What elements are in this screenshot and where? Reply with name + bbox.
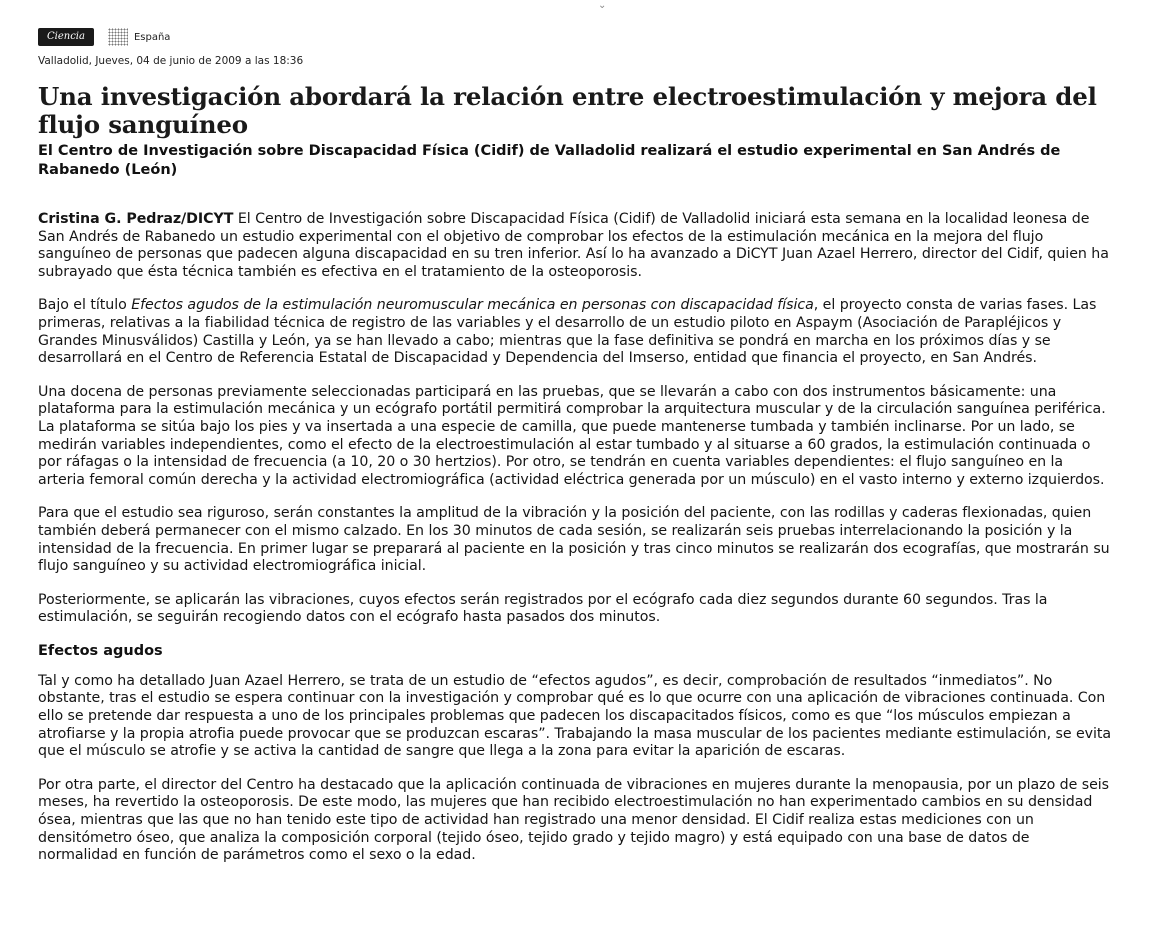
paragraph-2	[38, 297, 1113, 367]
article-title: Una investigación abordará la relación entre electroestimulación y mejora del flujo sanguíneo	[38, 82, 1097, 139]
section-badge[interactable]: Ciencia	[38, 28, 94, 46]
paragraph-1-text: El Centro de Investigación sobre Discapacidad Física (Cidif) de Valladolid iniciará esta semana en la localidad leonesa de San Andrés de Rabanedo un estudio experimental con el objetivo de comprobar los efectos de la estimulación mecánica en la mejora del flujo sanguíneo de personas que padecen alguna discapacidad en su tren inferior. Así lo ha avanzado a DiCYT Juan Azael Herrero, director del Cidif, quien ha subrayado que ésta técnica también es efectiva en el tratamiento de la osteoporosis.	[38, 211, 1109, 280]
paragraph-5: Posteriormente, se aplicarán las vibraciones, cuyos efectos serán registrados por el ecógrafo cada diez segundos durante 60 segundos. Tras la estimulación, se seguirán recogiendo datos con el ecógrafo hasta pasados dos minutos.	[38, 591, 1048, 626]
country-label[interactable]: España	[133, 31, 171, 43]
paragraph-7: Por otra parte, el director del Centro ha destacado que la aplicación continuada de vibraciones en mujeres durante la menopausia, por un plazo de seis meses, ha revertido la osteoporosis. De este modo, las mujeres que han recibido electroestimulación no han experimentado cambios en su densidad ósea, mientras que las que no han tenido este tipo de actividad han registrado una menor densidad. El Cidif realiza estas mediciones con un densitómetro óseo, que analiza la composición corporal (tejido óseo, tejido grado y tejido magro) y está equipado con una base de datos de normalidad en función de parámetros como el sexo o la edad.	[38, 776, 1110, 864]
article-page	[38, 26, 1113, 881]
paragraph-2-intro: Bajo el título	[38, 297, 132, 314]
project-title: Efectos agudos de la estimulación neuromuscular mecánica en personas con discapacidad física	[131, 297, 814, 314]
paragraph-1	[38, 211, 1113, 281]
scan-speck: ⌄	[598, 0, 607, 11]
top-bar	[38, 26, 1113, 48]
author-byline: Cristina G. Pedraz/DICYT	[38, 211, 234, 227]
dateline: Valladolid, Jueves, 04 de junio de 2009 a las 18:36	[38, 55, 304, 67]
paragraph-6: Tal y como ha detallado Juan Azael Herrero, se trata de un estudio de “efectos agudos”, es decir, comprobación de resultados “inmediatos”. No obstante, tras el estudio se espera continuar con la investigación y comprobar qué es lo que ocurre con una aplicación de vibraciones continuada. Con ello se pretende dar respuesta a uno de los principales problemas que padecen los discapacitados físicos, como es que “los músculos empiezan a atrofiarse y la propia atrofia puede provocar que se produzcan escaras”. Trabajando la masa muscular de los pacientes mediante estimulación, se evita que el músculo se atrofie y se activa la cantidad de sangre que llega a la zona para evitar la aparición de escaras.	[38, 672, 1112, 760]
article-subtitle: El Centro de Investigación sobre Discapacidad Física (Cidif) de Valladolid realizará el estudio experimental en San Andrés de Rabanedo (León)	[38, 143, 1061, 178]
paragraph-4: Para que el estudio sea riguroso, serán constantes la amplitud de la vibración y la posición del paciente, con las rodillas y caderas flexionadas, quien también deberá permanecer con el mismo calzado. En los 30 minutos de cada sesión, se realizarán seis pruebas interrelacionando la posición y la intensidad de la frecuencia. En primer lugar se preparará al paciente en la posición y tras cinco minutos se realizarán dos ecografías, que mostrarán su flujo sanguíneo y su actividad electromiográfica inicial.	[38, 505, 1110, 575]
spain-flag-icon	[108, 28, 128, 46]
section-heading: Efectos agudos	[38, 642, 163, 659]
paragraph-3: Una docena de personas previamente seleccionadas participará en las pruebas, que se llevarán a cabo con dos instrumentos básicamente: una plataforma para la estimulación mecánica y un ecógrafo portátil permitirá comprobar la arquitectura muscular y de la circulación sanguínea periférica. La plataforma se sitúa bajo los pies y va insertada a una especie de camilla, que puede mantenerse tumbada y también inclinarse. Por un lado, se medirán variables independientes, como el efecto de la electroestimulación al estar tumbado y al situarse a 60 grados, la estimulación continuada o por ráfagas o la intensidad de frecuencia (a 10, 20 o 30 hertzios). Por otro, se tendrán en cuenta variables dependientes: el flujo sanguíneo en la arteria femoral común derecha y la actividad electromiográfica (actividad eléctrica generada por un músculo) en el vasto interno y externo izquierdos.	[38, 383, 1106, 488]
paragraph-2-text: , el proyecto consta de varias fases. Las primeras, relativas a la fiabilidad técnica de registro de las variables y el desarrollo de un estudio piloto en Aspaym (Asociación de Parapléjicos y Grandes Minusválidos) Castilla y León, ya se han llevado a cabo; mientras que la fase definitiva se pondrá en marcha en los próximos días y se desarrollará en el Centro de Referencia Estatal de Discapacidad y Dependencia del Imserso, entidad que financia el proyecto, en San Andrés.	[38, 297, 1097, 367]
article-body	[38, 211, 1113, 865]
